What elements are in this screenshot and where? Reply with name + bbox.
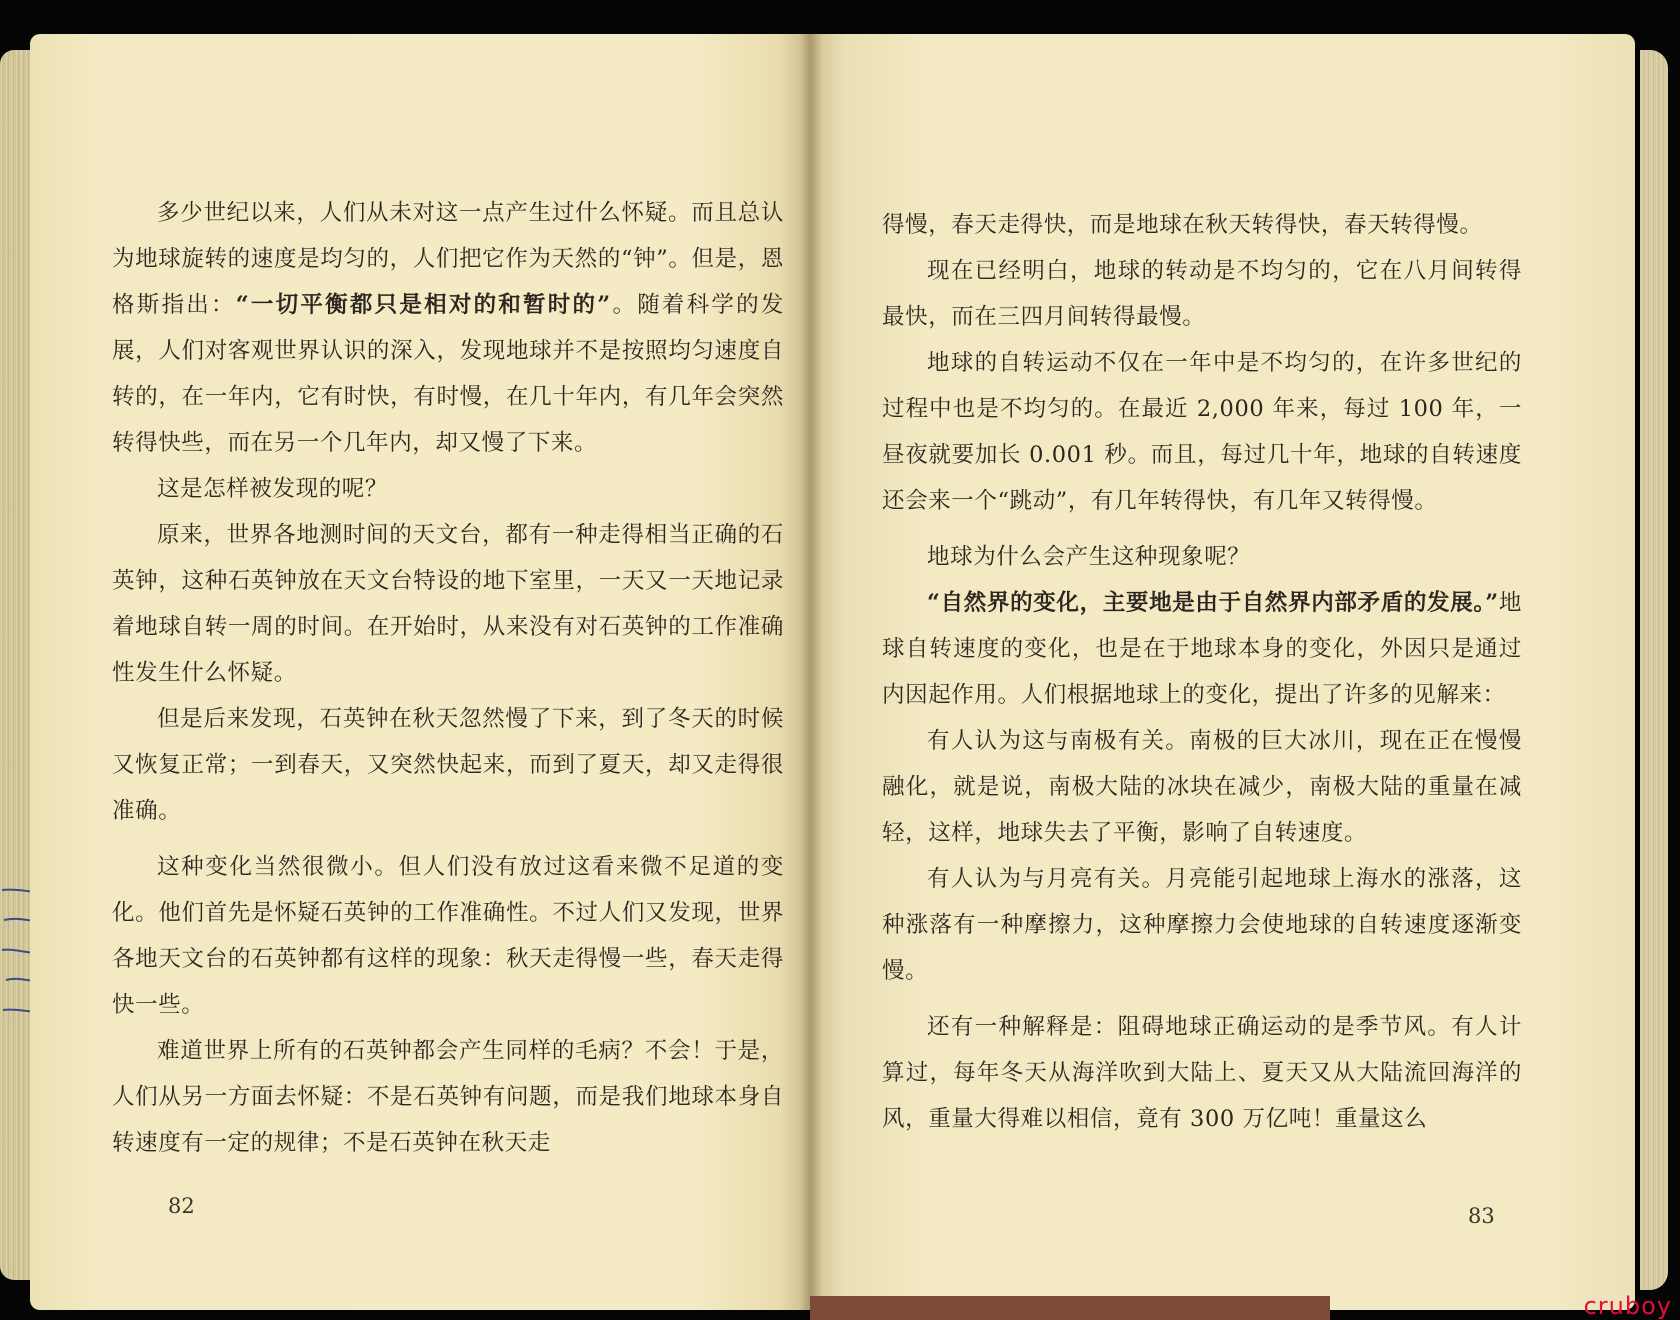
cover-edge [810,1296,1330,1320]
paragraph [112,190,784,466]
left-page-text [112,190,784,1166]
page-stack-right [1640,50,1668,1290]
paragraph: 有人认为与月亮有关。月亮能引起地球上海水的涨落，这种涨落有一种摩擦力，这种摩擦力会使地球的自转速度逐渐变慢。 [882,866,1522,984]
right-page-text [882,202,1522,1142]
paragraph: 有人认为这与南极有关。南极的巨大冰川，现在正在慢慢融化，就是说，南极大陆的冰块在减少，南极大陆的重量在减轻，这样，地球失去了平衡，影响了自转速度。 [882,728,1522,846]
paragraph: 这是怎样被发现的呢？ [157,476,389,502]
paragraph-text: 地球自转速度的变化，也是在于地球本身的变化，外因只是通过内因起作用。人们根据地球上的变化，提出了许多的见解来： [882,590,1522,708]
paragraph: 这种变化当然很微小。但人们没有放过这看来微不足道的变化。他们首先是怀疑石英钟的工作准确性。不过人们又发现，世界各地天文台的石英钟都有这样的现象：秋天走得慢一些，春天走得快一些。 [112,854,784,1018]
paragraph: 现在已经明白，地球的转动是不均匀的，它在八月间转得最快，而在三四月间转得最慢。 [882,258,1522,330]
page-number-right: 83 [1468,1204,1495,1228]
paragraph: 地球为什么会产生这种现象呢？ [927,544,1251,570]
page-number-left: 82 [168,1194,195,1218]
paragraph: 原来，世界各地测时间的天文台，都有一种走得相当正确的石英钟，这种石英钟放在天文台特设的地下室里，一天又一天地记录着地球自转一周的时间。在开始时，从来没有对石英钟的工作准确性发生什么怀疑。 [112,522,784,686]
paragraph-text: 。随着科学的发展，人们对客观世界认识的深入，发现地球并不是按照均匀速度自转的，在一年内，它有时快，有时慢，在几十年内，有几年会突然转得快些，而在另一个几年内，却又慢了下来。 [112,292,784,456]
paragraph [882,580,1522,718]
quote-bold: “自然界的变化，主要地是由于自然界内部矛盾的发展。” [927,590,1499,616]
paragraph: 但是后来发现，石英钟在秋天忽然慢了下来，到了冬天的时候又恢复正常；一到春天，又突然快起来，而到了夏天，却又走得很准确。 [112,706,784,824]
quote-bold: “一切平衡都只是相对的和暂时的” [235,292,611,318]
paragraph: 难道世界上所有的石英钟都会产生同样的毛病？不会！于是，人们从另一方面去怀疑：不是石英钟有问题，而是我们地球本身自转速度有一定的规律；不是石英钟在秋天走 [112,1038,784,1156]
paragraph: 还有一种解释是：阻碍地球正确运动的是季节风。有人计算过，每年冬天从海洋吹到大陆上、夏天又从大陆流回海洋的风，重量大得难以相信，竟有 300 万亿吨！重量这么 [882,1014,1522,1132]
book-gutter [800,34,822,1310]
watermark: cruboy [1583,1292,1672,1320]
paragraph: 得慢，春天走得快，而是地球在秋天转得快，春天转得慢。 [882,212,1483,238]
paragraph: 地球的自转运动不仅在一年中是不均匀的，在许多世纪的过程中也是不均匀的。在最近 2,000 年来，每过 100 年，一昼夜就要加长 0.001 秒。而且，每过几十年，地球的自转速度还会来一个“跳动”，有几年转得快，有几年又转得慢。 [882,350,1522,514]
paragraph-text: 多少世纪以来，人们从未对这一点产生过什么怀疑。而且总认为地球旋转的速度是均匀的，人们把它作为天然的“钟”。但是，恩格斯指出： [112,200,784,318]
